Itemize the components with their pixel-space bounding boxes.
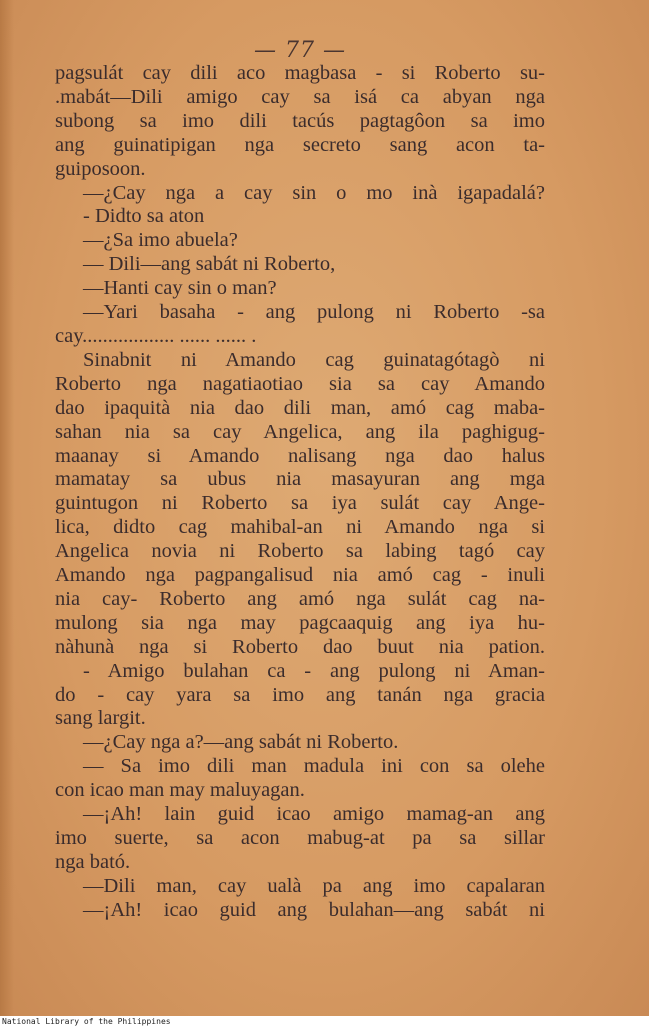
text-line: mulong sia nga may pagcaaquig ang iya hu- [55, 611, 545, 634]
text-line: .mabát—Dili amigo cay sa isá ca abyan nga [55, 85, 545, 108]
text-line: —¿Cay nga a cay sin o mo inà igapadalá? [83, 181, 545, 204]
text-line: subong sa imo dili tacús pagtagôon sa imo [55, 109, 545, 132]
text-line: —¡Ah! lain guid icao amigo mamag-an ang [83, 803, 545, 826]
text-line: — Sa imo dili man madula ini con sa olehe [83, 755, 545, 778]
text-line: do - cay yara sa imo ang tanán nga gracia [55, 683, 545, 706]
text-line: Angelica novia ni Roberto sa labing tagó cay [55, 540, 545, 563]
text-line: Amando nga pagpangalisud nia amó cag - inuli [55, 564, 545, 587]
text-line: Sinabnit ni Amando cag guinatagótagò ni [83, 348, 545, 371]
text-line: sang largit. [55, 707, 146, 730]
library-credit: National Library of the Philippines [2, 1017, 171, 1026]
text-line: sahan nia sa cay Angelica, ang ila paghigug- [55, 420, 545, 443]
text-line: mamatay sa ubus nia masayuran ang mga [55, 468, 545, 491]
text-line: —Hanti cay sin o man? [83, 277, 277, 300]
text-line: dao ipaquità nia dao dili man, amó cag maba- [55, 396, 545, 419]
text-line: - Didto sa aton [83, 205, 205, 228]
page-edge-shadow [0, 0, 14, 1016]
text-line: —¿Sa imo abuela? [83, 229, 238, 252]
text-line: nàhunà nga si Roberto dao buut nia pation. [55, 635, 545, 658]
text-line: guiposoon. [55, 157, 146, 180]
text-line: imo suerte, sa acon mabug-at pa sa sillar [55, 827, 545, 849]
text-line: nga bató. [55, 850, 131, 873]
text-line: — Dili—ang sabát ni Roberto, [83, 253, 336, 276]
text-line: —Yari basaha - ang pulong ni Roberto -sa [83, 301, 545, 324]
page-body-text [55, 62, 545, 923]
text-line: pagsulát cay dili aco magbasa - si Roberto su- [55, 62, 545, 84]
footer-bar [0, 1016, 649, 1028]
text-line: guintugon ni Roberto sa iya sulát cay Ange- [55, 492, 545, 515]
text-line: —¡Ah! icao guid ang bulahan—ang sabát ni [83, 898, 545, 921]
text-line: - Amigo bulahan ca - ang pulong ni Aman- [83, 659, 545, 682]
text-line: nia cay- Roberto ang amó nga sulát cag na- [55, 587, 545, 610]
text-line: —Dili man, cay ualà pa ang imo capalaran [83, 874, 545, 897]
text-line: cay.................. ...... ...... . [55, 324, 257, 347]
text-line: —¿Cay nga a?—ang sabát ni Roberto. [83, 731, 399, 754]
text-line: maanay si Amando nalisang nga dao halus [55, 444, 545, 467]
text-line: lica, didto cag mahibal-an ni Amando nga si [55, 516, 545, 539]
page-number: — 77 — [254, 38, 346, 63]
text-line: Roberto nga nagatiaotiao sia sa cay Amando [55, 372, 545, 395]
text-line: ang guinatipigan nga secreto sang acon ta- [55, 133, 545, 156]
text-line: con icao man may maluyagan. [55, 779, 305, 802]
